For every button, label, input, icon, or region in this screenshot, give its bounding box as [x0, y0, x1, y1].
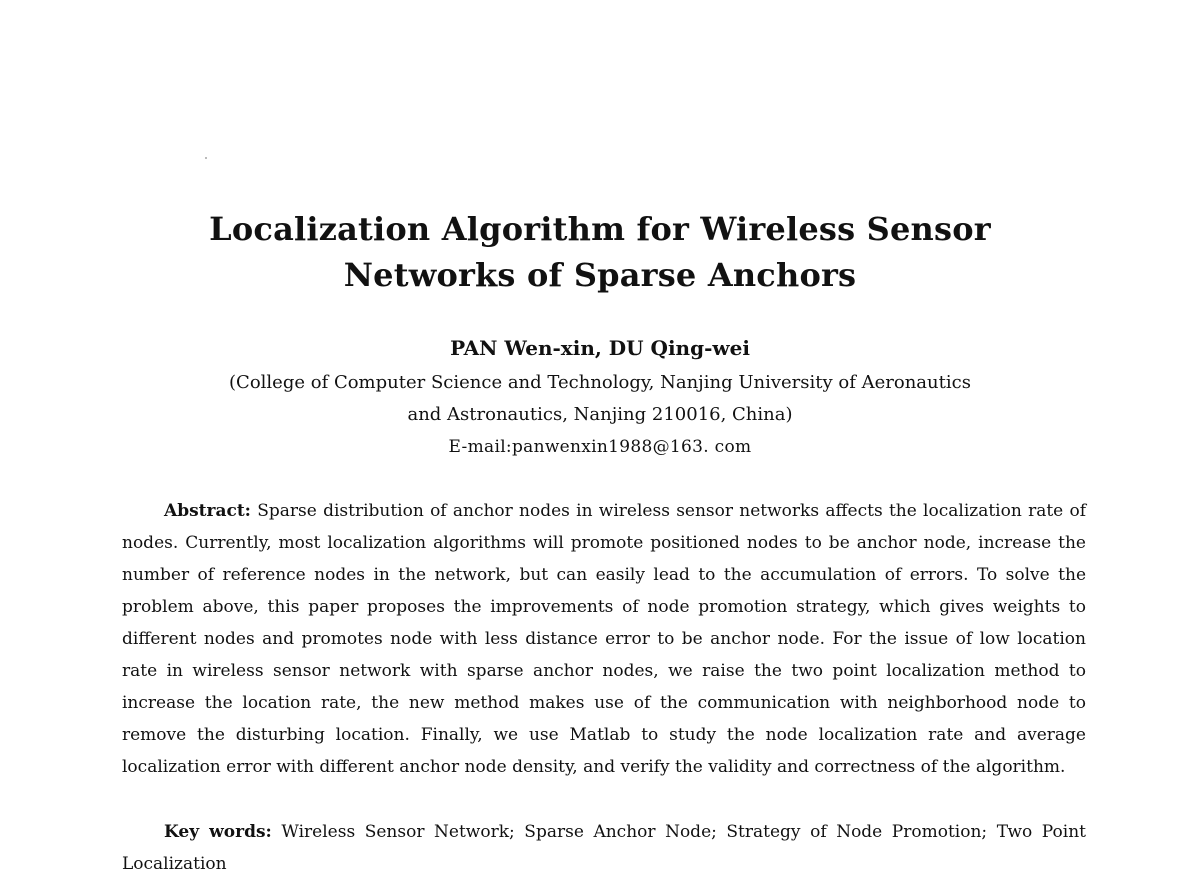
- keywords-text: Wireless Sensor Network; Sparse Anchor Node; Strategy of Node Promotion; Two Point Localization: [122, 822, 1086, 874]
- abstract-text: Sparse distribution of anchor nodes in wireless sensor networks affects the localization rate of nodes. Currently, most localization algorithms will promote positioned nodes to be anchor node, increase the number of reference nodes in the network, but can easily lead to the accumulation of errors. To solve the problem above, this paper proposes the improvements of node promotion strategy, which gives weights to different nodes and promotes node with less distance error to be anchor node. For the issue of low location rate in wireless sensor network with sparse anchor nodes, we raise the two point localization method to increase the location rate, the new method makes use of the communication with neighborhood node to remove the disturbing location. Finally, we use Matlab to study the node localization rate and average localization error with different anchor node density, and verify the validity and correctness of the algorithm.: [122, 501, 1087, 777]
- paper-title: [0, 206, 1200, 298]
- title-line-2: Networks of Sparse Anchors: [343, 256, 857, 294]
- keywords: [122, 816, 1086, 880]
- title-line-1: Localization Algorithm for Wireless Sensor: [209, 210, 991, 248]
- keywords-label: Key words:: [164, 822, 272, 842]
- scan-speck: [205, 157, 207, 159]
- abstract-label: Abstract:: [164, 501, 251, 521]
- affiliation-line-2: and Astronautics, Nanjing 210016, China): [407, 404, 793, 425]
- authors: PAN Wen-xin, DU Qing-wei: [450, 336, 750, 360]
- email: E-mail:panwenxin1988@163. com: [448, 437, 752, 457]
- affiliation-line-1: (College of Computer Science and Technology, Nanjing University of Aeronautics: [229, 372, 971, 393]
- abstract: [122, 495, 1086, 783]
